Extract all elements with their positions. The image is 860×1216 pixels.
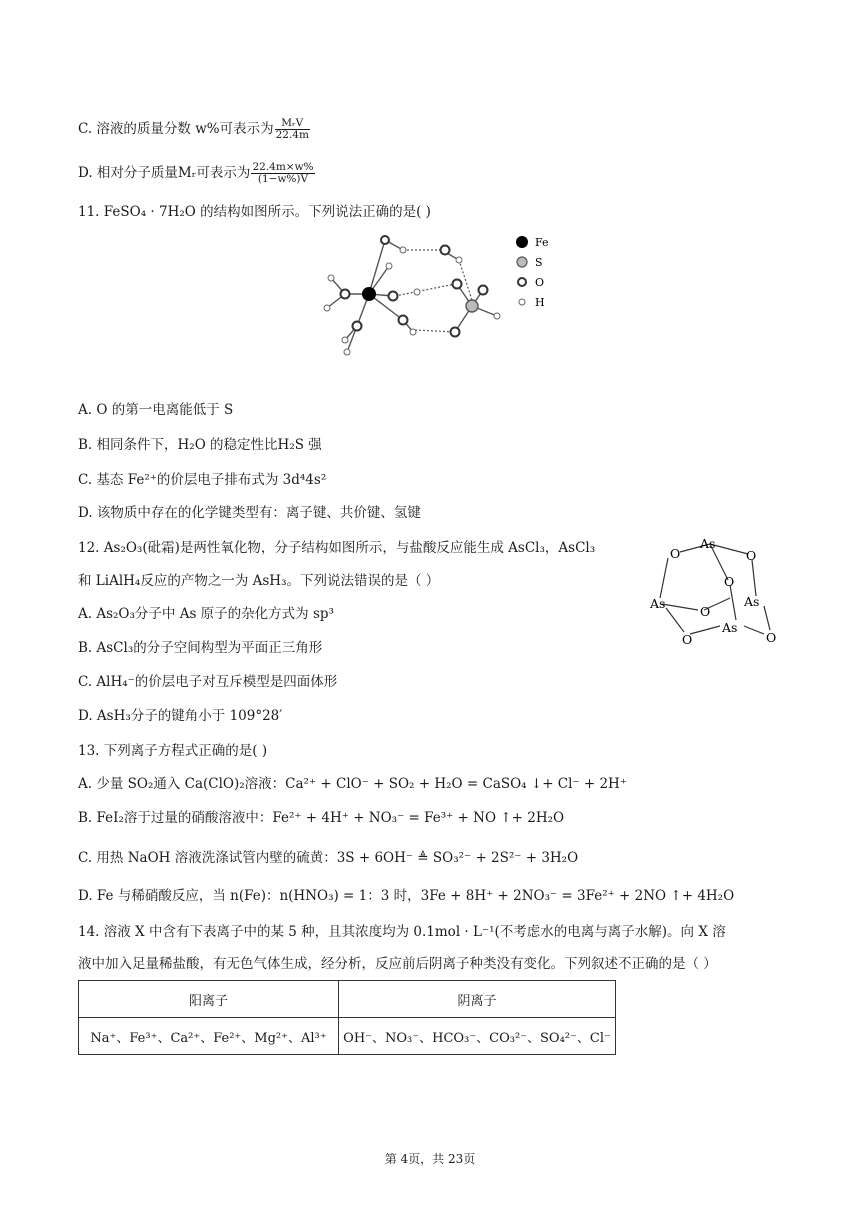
legend-fe: Fe bbox=[535, 236, 549, 249]
table-header-row bbox=[79, 981, 616, 1018]
o-atom-5: O bbox=[682, 632, 693, 647]
fraction: $\frac{22.4m\times w\%}{(1-w\%)V}$ bbox=[252, 161, 314, 185]
q12-stem-line1: 12. As₂O₃(砒霜)是两性氧化物，分子结构如图所示，与盐酸反应能生成 AsCl₃，AsCl₃ bbox=[78, 540, 596, 556]
fe-legend-marker bbox=[516, 236, 528, 248]
legend-h: H bbox=[535, 296, 545, 309]
q14-stem-line2: 液中加入足量稀盐酸，有无色气体生成，经分析，反应前后阴离子种类没有变化。下列叙述不正确的是（ ） bbox=[78, 956, 717, 972]
q13-option-a: A. 少量 SO₂通入 Ca(ClO)₂溶液：Ca²⁺ + ClO⁻ + SO₂ + H₂O = CaSO₄ ↓+ Cl⁻ + 2H⁺ bbox=[78, 776, 627, 792]
option-c-q10: C. 溶液的质量分数 w%可表示为 $\frac{\text{MᵣV}}{22.4m}$ bbox=[78, 117, 309, 141]
as2o3-structure-figure bbox=[640, 530, 800, 655]
o-atom-3: O bbox=[724, 574, 735, 589]
q12-option-b: B. AsCl₃的分子空间构型为平面正三角形 bbox=[78, 640, 323, 656]
option-d-q10: D. 相对分子质量Mᵣ可表示为 $\frac{22.4m\times w\%}{(1-w\%)V}$ bbox=[78, 161, 314, 185]
q11-option-a: A. O 的第一电离能低于 S bbox=[78, 402, 234, 418]
header-anion: 阴离子 bbox=[339, 981, 616, 1018]
o-legend-marker bbox=[518, 278, 526, 286]
cation-list: Na⁺、Fe³⁺、Ca²⁺、Fe²⁺、Mg²⁺、Al³⁺ bbox=[79, 1018, 339, 1055]
header-cation: 阳离子 bbox=[79, 981, 339, 1018]
o-atom-1: O bbox=[670, 546, 681, 561]
as-atom-top: As bbox=[700, 536, 716, 551]
q11-option-b: B. 相同条件下，H₂O 的稳定性比H₂S 强 bbox=[78, 437, 322, 453]
table-row bbox=[79, 1018, 616, 1055]
q13-option-c: C. 用热 NaOH 溶液洗涤试管内壁的硫黄：3S + 6OH⁻ ≜ SO₃²⁻ + 2S²⁻ + 3H₂O bbox=[78, 850, 579, 866]
s-legend-marker bbox=[517, 257, 527, 267]
o-atom-4: O bbox=[700, 604, 711, 619]
q12-stem-line2: 和 LiAlH₄反应的产物之一为 AsH₃。下列说法错误的是（ ） bbox=[78, 573, 440, 589]
anion-list: OH⁻、NO₃⁻、HCO₃⁻、CO₃²⁻、SO₄²⁻、Cl⁻ bbox=[339, 1018, 616, 1055]
legend-s: S bbox=[535, 256, 543, 269]
o-atom-2: O bbox=[746, 548, 757, 563]
q13-option-d: D. Fe 与稀硝酸反应，当 n(Fe)：n(HNO₃) = 1：3 时，3Fe + 8H⁺ + 2NO₃⁻ = 3Fe²⁺ + 2NO ↑+ 4H₂O bbox=[78, 888, 735, 904]
legend-o: O bbox=[535, 276, 545, 289]
q11-option-d: D. 该物质中存在的化学键类型有：离子键、共价键、氢键 bbox=[78, 505, 421, 521]
as-atom-left: As bbox=[650, 596, 666, 611]
q12-option-d: D. AsH₃分子的键角小于 109°28′ bbox=[78, 708, 283, 724]
o-atom-6: O bbox=[766, 630, 777, 645]
q11-stem: 11. FeSO₄ · 7H₂O 的结构如图所示。下列说法正确的是( ) bbox=[78, 204, 431, 220]
q12-option-a: A. As₂O₃分子中 As 原子的杂化方式为 sp³ bbox=[78, 606, 334, 622]
as-atom-bottom: As bbox=[722, 620, 738, 635]
feso4-structure-figure bbox=[305, 228, 565, 360]
as-atom-right: As bbox=[744, 594, 760, 609]
q13-option-b: B. FeI₂溶于过量的硝酸溶液中：Fe²⁺ + 4H⁺ + NO₃⁻ = Fe³⁺ + NO ↑+ 2H₂O bbox=[78, 810, 565, 826]
q13-stem: 13. 下列离子方程式正确的是( ) bbox=[78, 743, 268, 759]
fraction: $\frac{\text{MᵣV}}{22.4m}$ bbox=[275, 117, 309, 141]
page-footer: 第 4页，共 23页 bbox=[384, 1152, 476, 1166]
ion-table bbox=[78, 980, 616, 1055]
q14-stem-line1: 14. 溶液 X 中含有下表离子中的某 5 种，且其浓度均为 0.1mol · L⁻¹(不考虑水的电离与离子水解)。向 X 溶 bbox=[78, 924, 726, 940]
q11-option-c: C. 基态 Fe²⁺的价层电子排布式为 3d⁴4s² bbox=[78, 472, 327, 488]
h-legend-marker bbox=[519, 299, 525, 305]
q12-option-c: C. AlH₄⁻的价层电子对互斥模型是四面体形 bbox=[78, 674, 338, 690]
